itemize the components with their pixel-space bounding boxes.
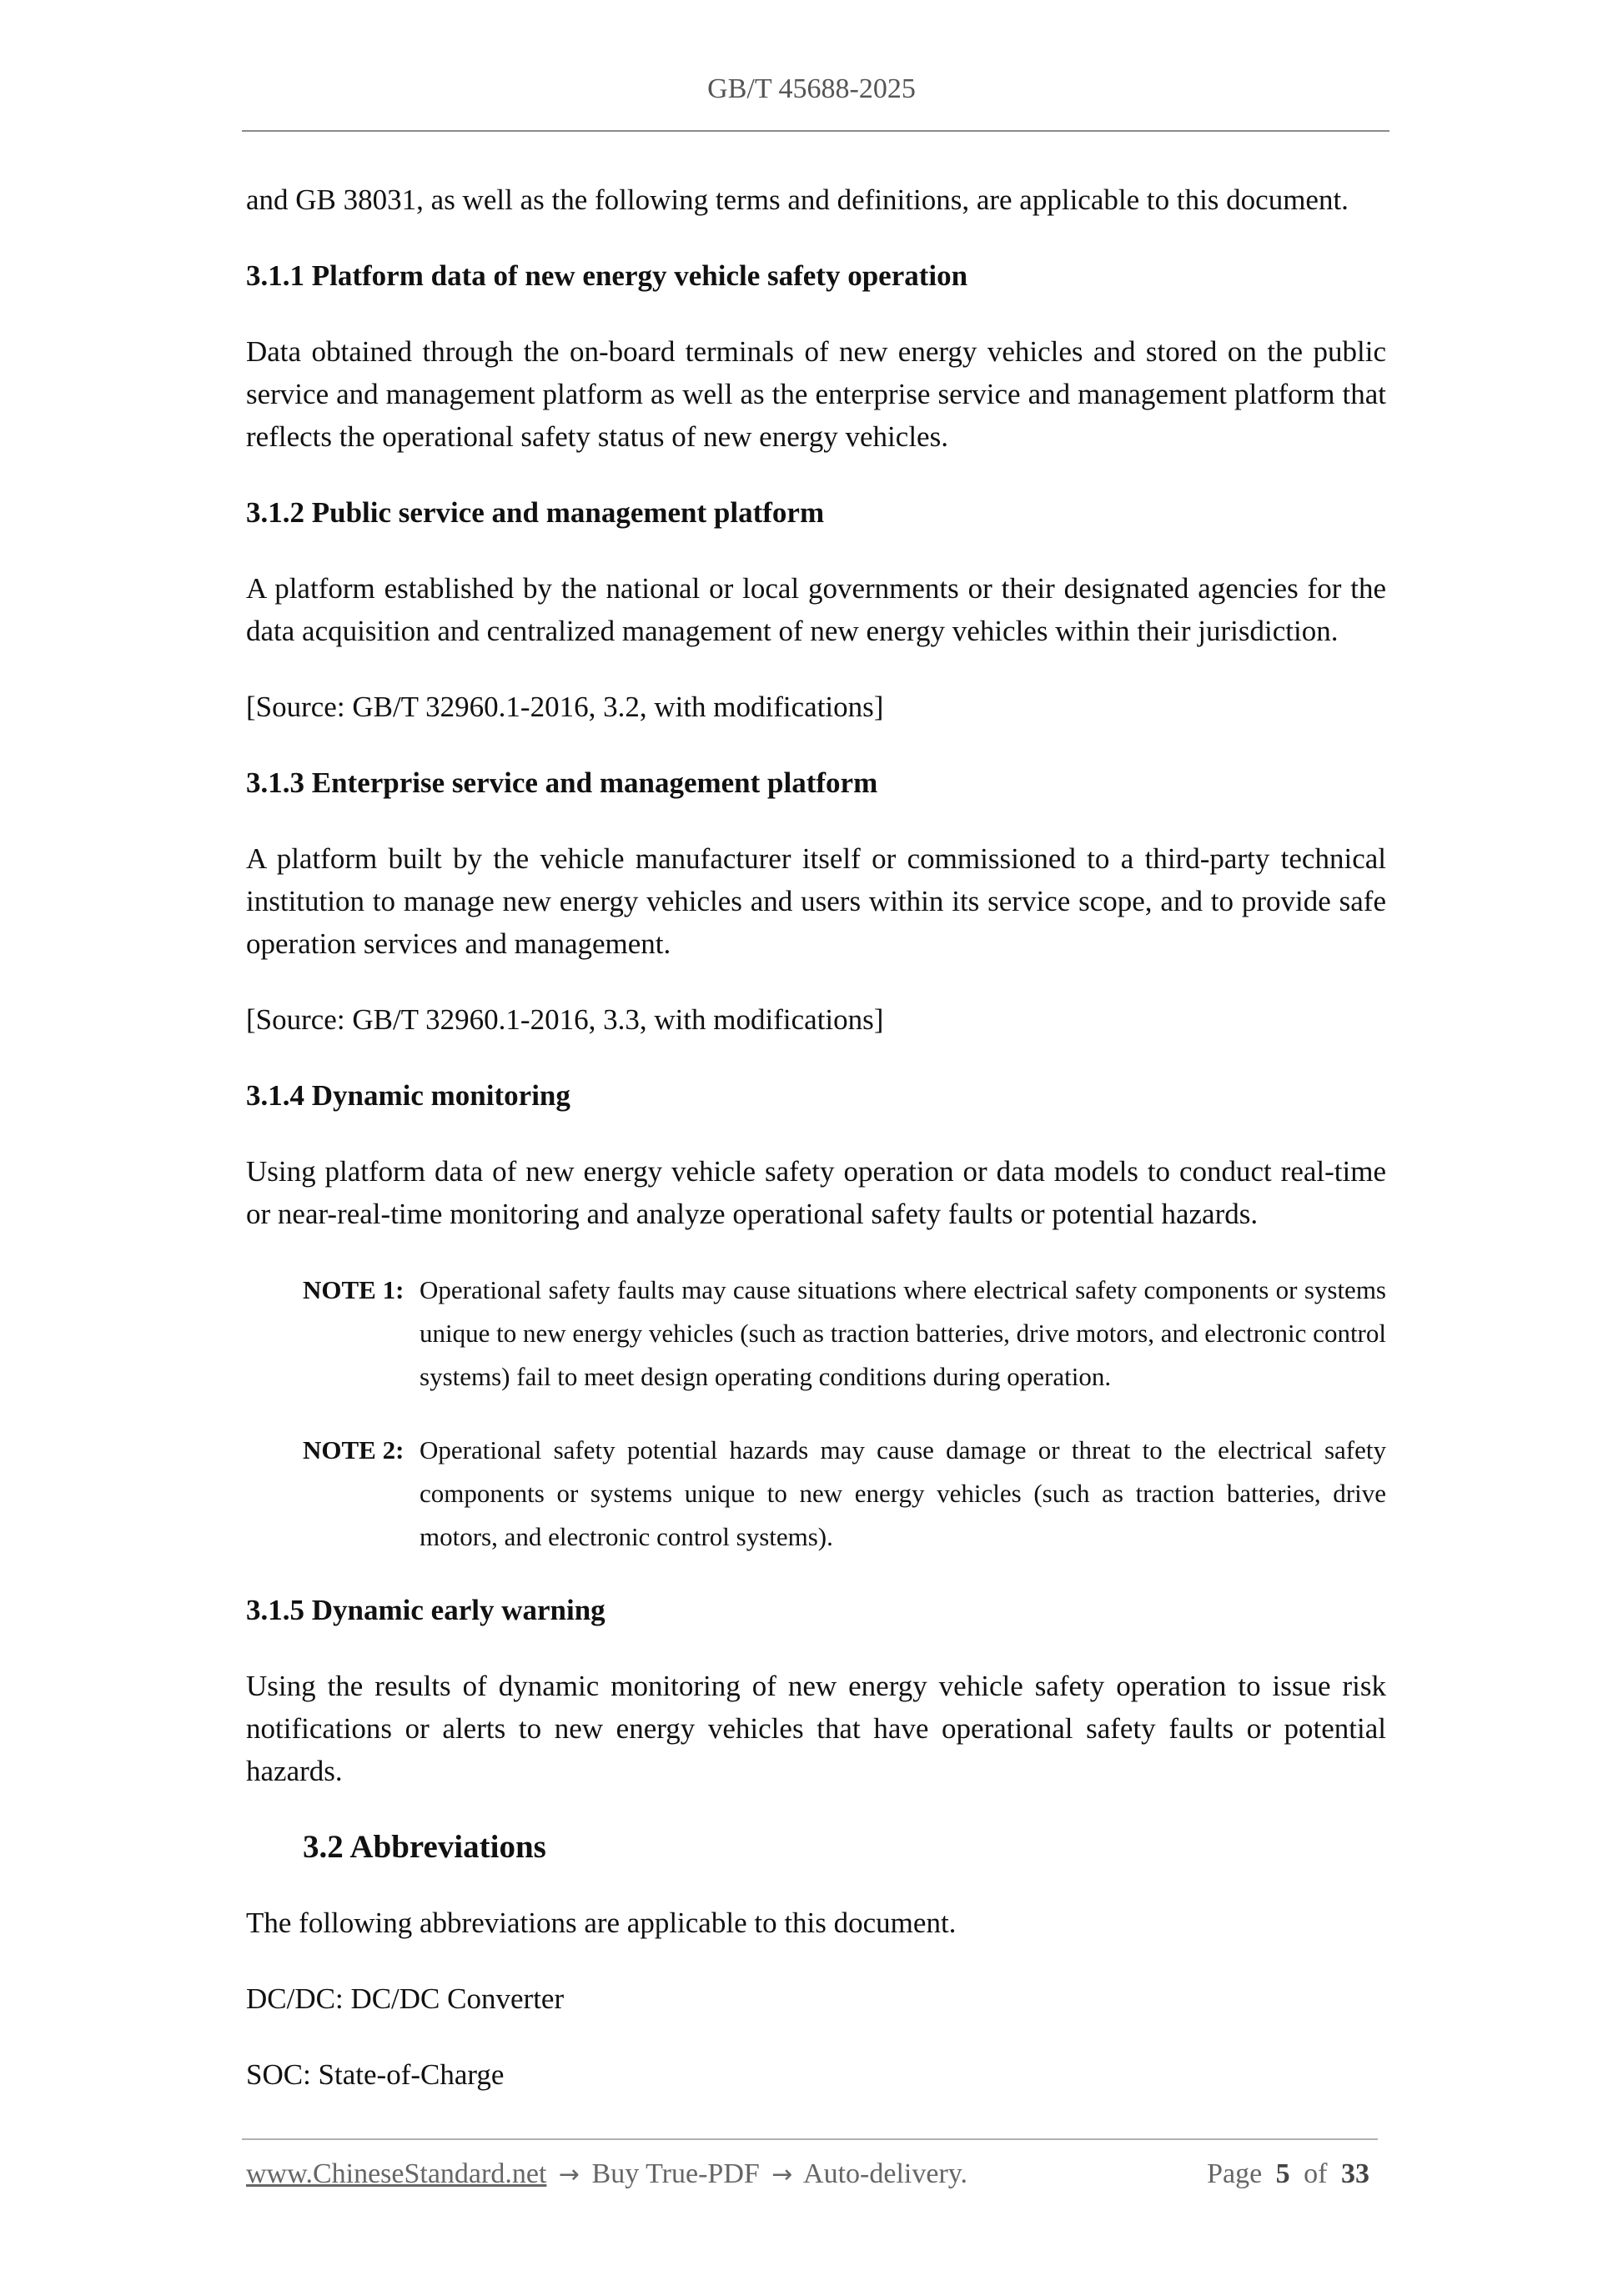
of-word: of: [1304, 2158, 1328, 2189]
section-3-1-2-heading: 3.1.2 Public service and management platform: [246, 496, 825, 529]
note-2-text: Operational safety potential hazards may cause damage or threat to the electrical safety components or systems unique to new energy vehicles (such as traction batteries, drive motors, and electronic control systems).: [420, 1435, 1386, 1551]
footer-divider: [242, 2138, 1378, 2140]
note-1-label: NOTE 1:: [303, 1275, 404, 1304]
section-3-1-1-heading: 3.1.1 Platform data of new energy vehicle safety operation: [246, 259, 968, 292]
buy-true-pdf-text: Buy True-PDF: [591, 2158, 760, 2189]
arrow-right-icon: →: [558, 2160, 580, 2189]
note-2-label: NOTE 2:: [303, 1435, 404, 1465]
footer-left: [246, 2158, 967, 2190]
section-3-1-2-source: [Source: GB/T 32960.1-2016, 3.2, with modifications]: [246, 691, 884, 723]
section-3-1-2-text: A platform established by the national or local governments or their designated agencies for the data acquisition and centralized management of new energy vehicles within their jurisdiction.: [246, 572, 1386, 647]
abbreviation-dcdc: DC/DC: DC/DC Converter: [246, 1982, 565, 2015]
page-number: [1207, 2158, 1376, 2190]
section-3-1-5-heading: 3.1.5 Dynamic early warning: [246, 1594, 605, 1626]
total-page-number: 33: [1341, 2158, 1369, 2189]
current-page-number: 5: [1275, 2158, 1290, 2189]
document-body: [246, 178, 1386, 2129]
section-3-1-5-text: Using the results of dynamic monitoring of new energy vehicle safety operation to issue risk notifications or alerts to new energy vehicles that have operational safety faults or potential hazards.: [246, 1670, 1386, 1787]
section-3-1-3-heading: 3.1.3 Enterprise service and management platform: [246, 766, 878, 799]
section-3-2-text: The following abbreviations are applicable to this document.: [246, 1907, 957, 1939]
section-3-1-4-heading: 3.1.4 Dynamic monitoring: [246, 1079, 570, 1112]
abbreviation-soc: SOC: State-of-Charge: [246, 2058, 505, 2091]
document-header-title: GB/T 45688-2025: [707, 73, 916, 104]
note-1: [303, 1269, 1386, 1399]
section-3-2-heading: 3.2 Abbreviations: [303, 1829, 546, 1865]
note-2: [303, 1429, 1386, 1559]
section-3-1-3-source: [Source: GB/T 32960.1-2016, 3.3, with modifications]: [246, 1003, 884, 1036]
section-3-1-4-text: Using platform data of new energy vehicle safety operation or data models to conduct real-time or near-real-time monitoring and analyze operational safety faults or potential hazards.: [246, 1155, 1386, 1230]
section-3-1-1-text: Data obtained through the on-board terminals of new energy vehicles and stored on the public service and management platform as well as the enterprise service and management platform that reflects the operational safety status of new energy vehicles.: [246, 335, 1386, 453]
header-divider: [242, 130, 1389, 132]
arrow-right-icon: →: [771, 2160, 793, 2189]
auto-delivery-text: Auto-delivery.: [803, 2158, 968, 2189]
page-footer: [246, 2158, 1376, 2190]
website-link[interactable]: www.ChineseStandard.net: [246, 2158, 547, 2189]
page-word: Page: [1207, 2158, 1263, 2189]
note-1-text: Operational safety faults may cause situations where electrical safety components or systems unique to new energy vehicles (such as traction batteries, drive motors, and electronic control systems) fail to meet design operating conditions during operation.: [420, 1275, 1386, 1391]
intro-paragraph: and GB 38031, as well as the following terms and definitions, are applicable to this document.: [246, 183, 1349, 216]
section-3-1-3-text: A platform built by the vehicle manufacturer itself or commissioned to a third-party technical institution to manage new energy vehicles and users within its service scope, and to provide safe operation services and management.: [246, 842, 1386, 960]
